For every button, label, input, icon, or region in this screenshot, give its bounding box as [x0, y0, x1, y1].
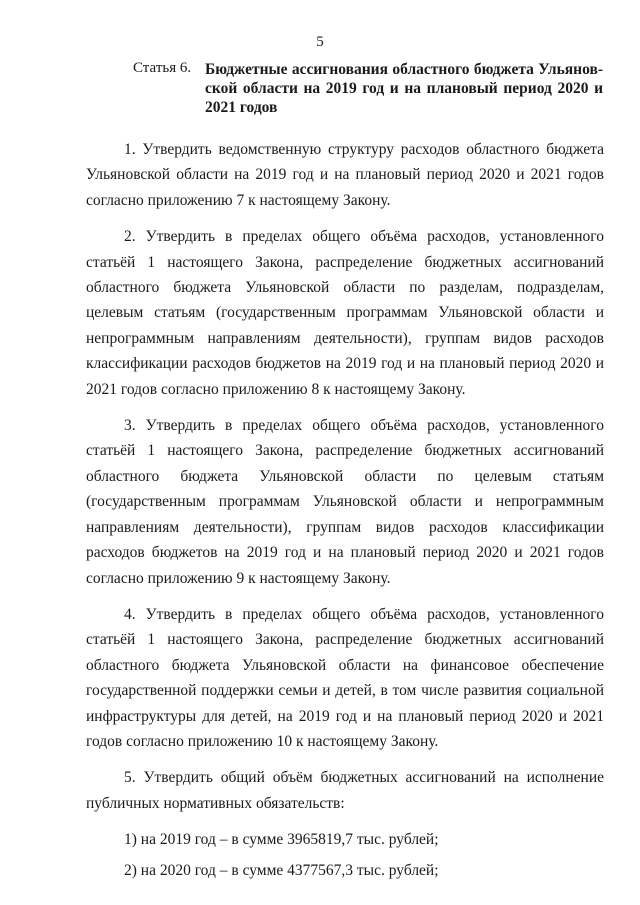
page-number: 5: [316, 34, 324, 50]
article-label: Статья 6.: [133, 60, 192, 76]
article-title: Бюджетные ассигнования областного бюджета Ульяновской области на 2019 год и на плановый период 2020 и 2021 годов: [205, 61, 603, 116]
list-item-2019: 1) на 2019 год – в сумме 3965819,7 тыс. рублей;: [124, 831, 439, 849]
article-body: [86, 137, 604, 888]
list-item-2020: 2) на 2020 год – в сумме 4377567,3 тыс. рублей;: [124, 861, 439, 879]
paragraph-1: 1. Утвердить ведомственную структуру расходов областного бюджета Ульяновской области на 2019 год и на плановый период 2020 и 2021 годов согласно приложению 7 к настоящему Закону.: [86, 141, 604, 209]
paragraph-4: 4. Утвердить в пределах общего объёма расходов, установленного статьёй 1 настоящего Закона, распределение бюджетных ассигнований областного бюджета Ульяновской области на финансовое обеспечение государственной поддержки семьи и детей, в том числе развития социальной инфраструктуры для детей, на 2019 год и на плановый период 2020 и 2021 годов согласно приложению 10 к настоящему Закону.: [86, 605, 604, 750]
paragraph-3: 3. Утвердить в пределах общего объёма расходов, установленного статьёй 1 настоящего Закона, распределение бюджетных ассигнований областного бюджета Ульяновской области по целевым статьям (государственным программам Ульяновской области и непрограммным направлениям деятельности), группам видов расходов классификации расходов бюджетов на 2019 год и на плановый период 2020 и 2021 годов согласно приложению 9 к настоящему Закону.: [86, 417, 604, 587]
paragraph-5: 5. Утвердить общий объём бюджетных ассигнований на исполнение публичных нормативных обязательств:: [86, 769, 604, 812]
paragraph-2: 2. Утвердить в пределах общего объёма расходов, установленного статьёй 1 настоящего Закона, распределение бюджетных ассигнований областного бюджета Ульяновской области по разделам, подразделам, целевым статьям (государственным программам Ульяновской области и непрограммным направлениям деятельности), группам видов расходов классификации расходов бюджетов на 2019 год и на плановый период 2020 и 2021 годов согласно приложению 8 к настоящему Закону.: [86, 228, 604, 398]
